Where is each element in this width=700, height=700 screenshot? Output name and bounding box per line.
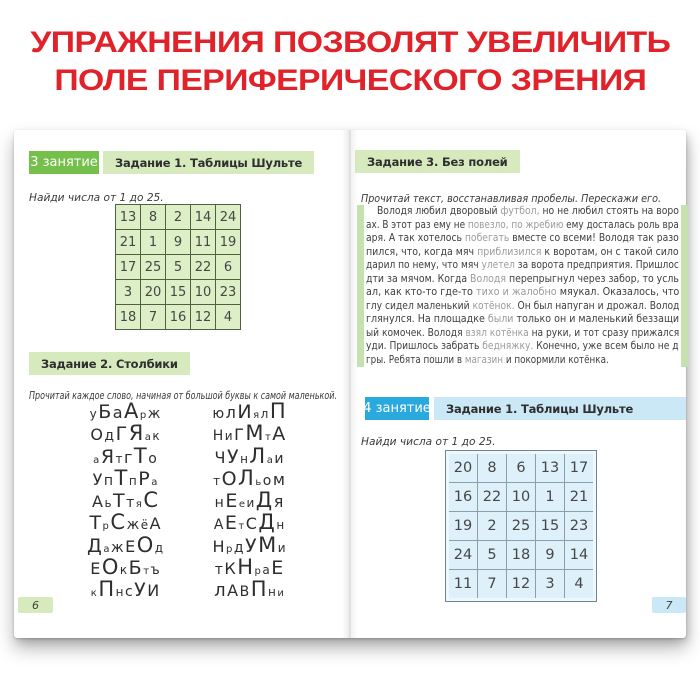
schulte-cell: 10 (507, 483, 536, 512)
word-letter: Т (89, 512, 102, 535)
schulte-cell: 25 (141, 255, 166, 280)
word-letter: д (154, 540, 164, 555)
word-letter: к (152, 429, 160, 444)
text-segment: гры. Ребята пошли в (366, 353, 465, 367)
word-letter: Ч (214, 447, 226, 467)
word-letter: Л (238, 465, 254, 490)
margin-strip-right (681, 205, 688, 367)
letter-word (174, 401, 324, 423)
schulte-cell: 24 (216, 205, 240, 230)
text-segment: Он был напуган и дрожал. Волод (514, 298, 680, 312)
text-segment: но не любил стоять на воро (539, 204, 679, 217)
schulte-cell: 12 (507, 570, 536, 598)
task2-instruction: Прочитай каждое слово, начиная от большой буквы к самой маленькой. (29, 390, 337, 402)
word-letter: а (103, 543, 110, 555)
word-letter: О (101, 555, 119, 580)
text-segment: магазин (464, 353, 504, 367)
paragraph-line (366, 258, 679, 272)
word-letter: А (213, 517, 224, 534)
word-letter: н (276, 518, 285, 533)
letter-word (174, 423, 324, 445)
word-letter: н (240, 451, 248, 466)
word-letter: И (147, 581, 160, 601)
schulte-cell: 7 (141, 305, 166, 329)
word-letter: т (214, 562, 223, 579)
word-letter: а (266, 454, 273, 466)
word-letter: ж (126, 517, 140, 534)
text-segment: Володя любил дворовый (376, 204, 501, 217)
schulte-row (449, 512, 593, 541)
text-segment: только он и маленький беззащи (513, 312, 680, 326)
schulte-cell: 18 (507, 541, 536, 570)
letter-word (174, 443, 324, 468)
word-letter: О (221, 467, 237, 490)
word-letter: о (148, 450, 157, 467)
schulte-cell: 4 (216, 305, 240, 329)
word-letter: У (92, 469, 103, 489)
text-segment: побегать (464, 231, 510, 245)
word-letter: т (213, 473, 221, 488)
word-letter: Г (115, 423, 128, 446)
schulte-row (116, 230, 240, 255)
word-letter: и (277, 540, 286, 555)
task1-instruction: Найди числа от 1 до 25. (29, 192, 164, 204)
word-letter: п (103, 472, 114, 489)
schulte-cell: 23 (565, 512, 593, 541)
text-segment: взял котёнка (465, 325, 529, 339)
word-letter: Е (271, 557, 284, 580)
word-letter: ж (110, 539, 124, 556)
word-letter: Т (113, 490, 125, 513)
word-letter: л (214, 580, 226, 602)
schulte-row (116, 305, 240, 329)
schulte-cell: 14 (191, 205, 216, 230)
word-letter: Р (138, 467, 150, 490)
schulte-cell: 24 (449, 541, 478, 570)
word-letter: а (112, 403, 123, 422)
schulte-cell: 22 (191, 255, 216, 280)
word-letter: А (92, 492, 103, 512)
schulte-table-blue (445, 450, 597, 602)
schulte-cell: 6 (216, 255, 240, 280)
word-letter: Б (98, 401, 112, 423)
text-segment: повезло, по жребию (467, 217, 564, 231)
text-segment: бедняжку. (482, 339, 534, 353)
schulte-cell: 25 (507, 512, 536, 541)
schulte-cell: 7 (478, 570, 507, 598)
schulte-row (449, 541, 593, 570)
book-spread (14, 130, 686, 638)
paragraph-line (366, 271, 679, 286)
task3-instruction: Прочитай текст, восстанавливая пробелы. Перескажи его. (361, 193, 661, 205)
schulte-cell: 13 (116, 205, 141, 230)
text-segment: улетел (481, 258, 515, 272)
word-letter: р (254, 566, 261, 578)
letter-word (174, 532, 324, 557)
schulte-cell: 16 (166, 305, 191, 329)
word-letter: И (237, 401, 252, 423)
word-letter: Я (128, 421, 144, 446)
word-letter: У (226, 445, 239, 468)
word-letter: н (268, 585, 276, 600)
page-number-6: 6 (18, 597, 53, 613)
word-letter: к (119, 563, 128, 578)
task1b-header-bar: Задание 1. Таблицы Шульте (434, 397, 686, 420)
word-letter: А (227, 581, 239, 601)
word-letter: А (272, 423, 286, 446)
schulte-cell: 17 (565, 454, 593, 483)
paragraph-line (366, 353, 616, 367)
word-letter: Н (237, 555, 254, 580)
schulte-cell: 23 (216, 280, 240, 305)
word-letter: П (98, 577, 115, 602)
schulte-cell: 16 (449, 483, 478, 512)
schulte-cell: 19 (216, 230, 240, 255)
word-letter: я (273, 492, 284, 512)
paragraph-line (366, 204, 679, 218)
word-letter: л (225, 403, 236, 422)
word-letter: д (104, 428, 115, 445)
word-column-2 (174, 401, 324, 602)
no-margins-text-block (357, 204, 688, 370)
schulte-row (449, 570, 593, 598)
text-segment: ый комочек. Володя (366, 325, 466, 339)
word-letter: м (272, 469, 285, 489)
word-letter: Д (258, 510, 275, 535)
letter-word (174, 465, 324, 490)
word-letter: н (115, 585, 124, 600)
text-segment: дарил по нему, что мяч (366, 258, 482, 272)
word-letter: к (90, 588, 97, 600)
word-letter: т (126, 495, 135, 512)
word-letter: Т (114, 465, 128, 490)
text-segment: Володя (470, 271, 507, 285)
word-letter: А (124, 399, 139, 423)
lesson-3-badge: 3 занятие (29, 151, 99, 174)
text-segment: вместе со всеми! Володя так разо (509, 231, 679, 245)
paragraph-line (366, 231, 679, 245)
word-letter: С (245, 514, 257, 534)
paragraph-line (366, 312, 680, 326)
word-letter: Е (90, 559, 101, 579)
task1b-instruction: Найди числа от 1 до 25. (361, 436, 496, 448)
text-segment: глу сидел маленький (366, 298, 473, 312)
schulte-cell: 19 (449, 512, 478, 541)
text-segment: аря. А так хотелось (366, 231, 465, 245)
word-letter: а (262, 563, 270, 578)
schulte-cell: 20 (449, 454, 478, 483)
schulte-row (116, 205, 240, 230)
word-letter: и (246, 496, 255, 511)
letter-word (174, 557, 324, 579)
paragraph-line (366, 285, 680, 299)
text-segment: к воротам, он с такой сило (541, 244, 679, 258)
word-letter: п (128, 473, 137, 488)
task1-header-bar: Задание 1. Таблицы Шульте (103, 151, 314, 174)
text-segment: Конечно, уже всем было не д (533, 339, 679, 353)
schulte-cell: 3 (536, 570, 565, 598)
schulte-cell: 8 (478, 454, 507, 483)
schulte-cell: 15 (166, 280, 191, 305)
book-spine (342, 130, 358, 638)
schulte-cell: 10 (191, 280, 216, 305)
schulte-row (116, 255, 240, 280)
word-letter: и (277, 588, 284, 600)
word-letter: М (245, 421, 264, 446)
schulte-cell: 11 (449, 570, 478, 598)
word-letter: Е (125, 536, 136, 556)
letter-word (174, 512, 324, 534)
schulte-row (449, 454, 593, 483)
page-number-7: 7 (652, 597, 686, 613)
word-letter: ю (212, 406, 225, 422)
word-letter: Н (212, 428, 224, 445)
letter-word (174, 490, 324, 512)
word-letter: т (264, 432, 271, 444)
word-letter: М (258, 532, 277, 557)
word-letter: я (135, 499, 142, 511)
schulte-cell: 20 (141, 280, 166, 305)
schulte-table-green (115, 204, 241, 330)
title-line-2: ПОЛЕ ПЕРИФЕРИЧЕСКОГО ЗРЕНИЯ (53, 64, 646, 97)
word-letter: р (139, 410, 147, 421)
schulte-cell: 8 (141, 205, 166, 230)
text-segment: и покормили котёнка. (503, 353, 609, 367)
word-letter: ъ (150, 563, 160, 579)
word-letter: У (245, 534, 257, 557)
schulte-cell: 14 (565, 541, 593, 570)
text-segment: ал, как кто-то где-то (366, 285, 476, 299)
word-letter: Т (133, 443, 147, 468)
schulte-cell: 18 (116, 305, 141, 329)
schulte-cell: 3 (116, 280, 141, 305)
word-letter: Д (86, 534, 102, 557)
word-letter: ь (255, 476, 262, 488)
book-cover-title (0, 24, 700, 100)
word-letter: а (144, 432, 151, 444)
text-segment: мяукал. Оказалось, что (556, 285, 680, 299)
word-letter: Е (224, 512, 237, 535)
text-segment: котёнок. (472, 298, 515, 312)
word-letter: ж (147, 406, 161, 422)
schulte-cell: 11 (191, 230, 216, 255)
word-letter: А (149, 514, 161, 534)
word-letter: Д (255, 488, 273, 513)
word-letter: а (151, 476, 158, 488)
paragraph-line (366, 244, 679, 259)
word-letter: и (274, 450, 284, 467)
text-segment: перепрыгнул через забор, то усль (506, 271, 679, 285)
text-segment: уди. Пришлось забрать (366, 339, 483, 353)
text-segment: ах. В этот раз ему не (366, 217, 468, 231)
paragraph-line (366, 298, 680, 313)
schulte-cell: 21 (116, 230, 141, 255)
word-letter: П (269, 399, 286, 423)
word-letter: ь (104, 496, 112, 511)
lesson-4-badge: 4 занятие (365, 397, 429, 420)
word-letter: я (253, 410, 260, 421)
schulte-cell: 17 (116, 255, 141, 280)
schulte-cell: 5 (478, 541, 507, 570)
text-segment: ему досталась роль вра (563, 217, 679, 231)
text-segment: на руки, и тот сразу прижался (528, 325, 680, 339)
word-letter: с (124, 584, 133, 601)
schulte-cell: 13 (536, 454, 565, 483)
schulte-cell: 5 (166, 255, 191, 280)
schulte-cell: 2 (166, 205, 191, 230)
word-letter: и (224, 429, 233, 444)
text-segment: пился, что, когда мяч (366, 244, 478, 258)
word-letter: Л (249, 443, 266, 468)
word-letter: д (233, 539, 244, 556)
schulte-cell: 9 (536, 541, 565, 570)
schulte-cell: 6 (507, 454, 536, 483)
word-letter: О (90, 425, 103, 445)
schulte-cell: 1 (536, 483, 565, 512)
schulte-cell: 1 (141, 230, 166, 255)
word-letter: Н (212, 536, 225, 556)
schulte-cell: 4 (565, 570, 593, 598)
schulte-row (449, 483, 593, 512)
text-segment: тихо и жалобно (475, 285, 557, 299)
schulte-row (116, 280, 240, 305)
word-letter: Б (128, 557, 142, 580)
word-letter: С (110, 510, 126, 535)
word-letter: ё (140, 518, 149, 533)
paragraph-line (366, 339, 679, 353)
word-letter: г (124, 447, 133, 467)
text-segment: футбол, (500, 204, 540, 217)
paragraph-line (366, 325, 680, 340)
text-segment: дти за мячом. Когда (366, 271, 471, 285)
title-line-1: УПРАЖНЕНИЯ ПОЗВОЛЯТ УВЕЛИЧИТЬ (30, 26, 670, 59)
word-letter: П (250, 577, 267, 602)
text-segment: были (487, 312, 514, 326)
word-letter: л (260, 407, 269, 421)
task2-header-bar: Задание 2. Столбики (29, 352, 190, 375)
margin-strip-left (357, 205, 364, 367)
word-letter: Е (225, 490, 238, 513)
word-letter: т (143, 566, 150, 578)
task3-header-bar: Задание 3. Без полей (355, 150, 520, 173)
word-letter: а (93, 454, 100, 466)
word-letter: К (224, 559, 236, 579)
word-letter: О (136, 532, 154, 557)
text-segment: приблизился (477, 244, 542, 258)
word-letter: В (239, 584, 250, 601)
schulte-cell: 9 (166, 230, 191, 255)
word-letter: о (262, 472, 272, 489)
text-segment: за ворота предприятия. Пришлос (514, 258, 679, 272)
schulte-cell: 2 (478, 512, 507, 541)
word-letter: е (238, 499, 245, 511)
letter-word (174, 579, 324, 601)
word-letter: т (238, 521, 245, 533)
schulte-cell: 22 (478, 483, 507, 512)
word-letter: Я (100, 445, 115, 468)
text-segment: глянулся. На площадке (366, 312, 488, 326)
word-letter: Г (234, 425, 244, 445)
word-letter: т (115, 451, 123, 466)
word-letter: У (134, 579, 146, 602)
word-letter: у (89, 407, 97, 421)
word-letter: р (225, 543, 233, 555)
schulte-cell: 21 (565, 483, 593, 512)
paragraph-line (366, 217, 679, 232)
word-letter: р (102, 521, 109, 533)
word-letter: С (143, 488, 158, 513)
schulte-cell: 15 (536, 512, 565, 541)
word-letter: н (214, 495, 224, 512)
schulte-cell: 12 (191, 305, 216, 329)
